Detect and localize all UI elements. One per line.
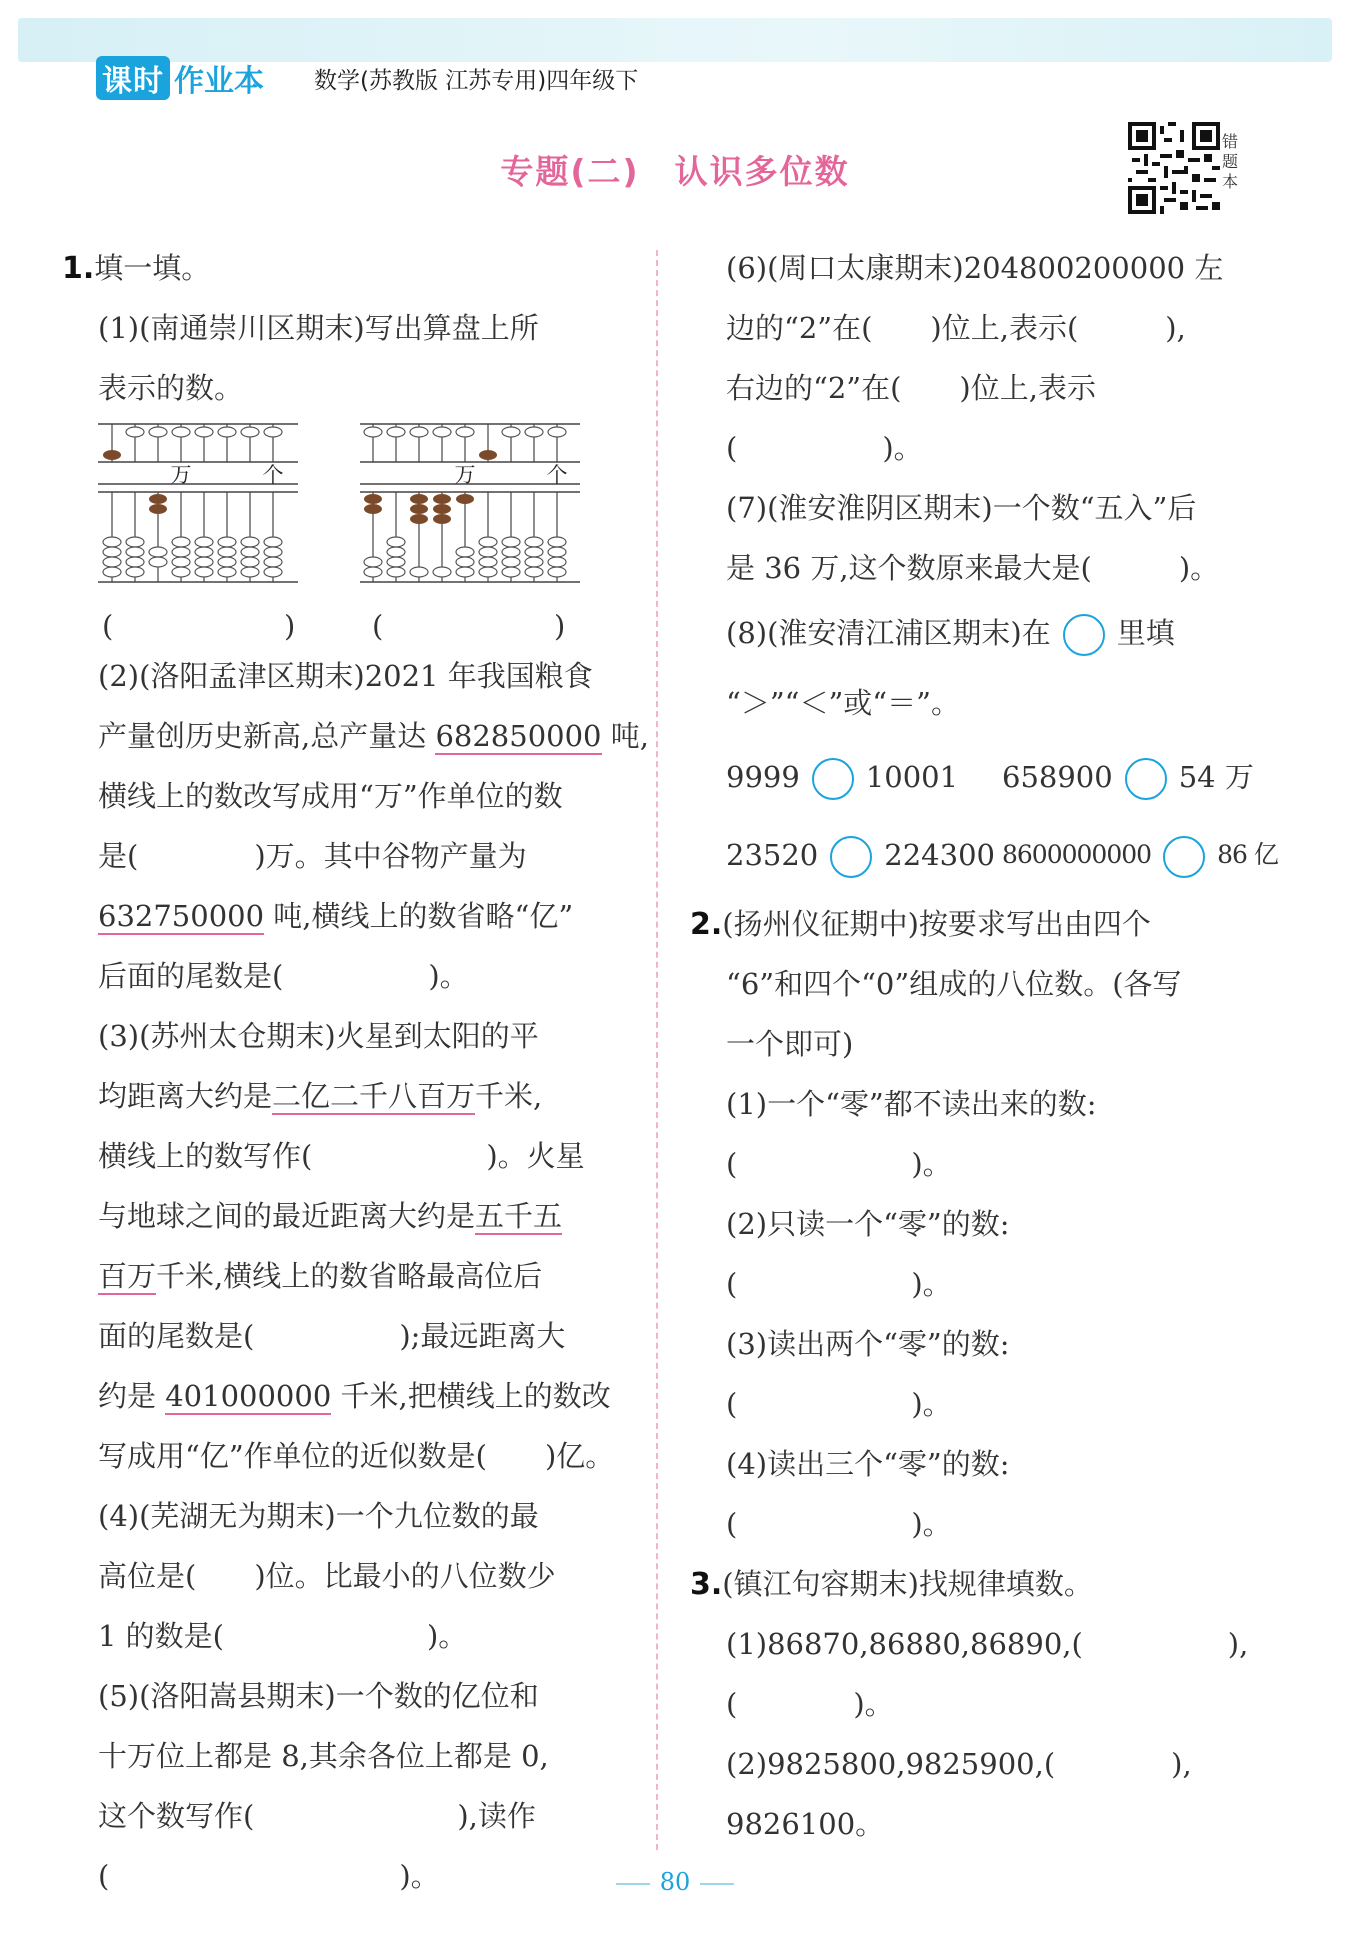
q1-p5-line3: 这个数写作( ),读作 (98, 1799, 536, 1833)
q1-p2-line1: (2)(洛阳孟津区期末)2021 年我国粮食 (98, 659, 593, 693)
abacus-1-lower-beads (103, 537, 282, 577)
q1-p5-line2: 十万位上都是 8,其余各位上都是 0, (98, 1739, 549, 1773)
left-column (62, 238, 649, 1906)
page-number-value: 80 (659, 1868, 691, 1896)
compare-4-left: 8600000000 (1002, 840, 1152, 869)
q1-p3-line5: 百万千米,横线上的数省略最高位后 (98, 1259, 543, 1293)
compare-3-circle[interactable] (830, 836, 872, 878)
q1-p6-line3: 右边的“2”在( )位上,表示 (726, 371, 1096, 405)
q1-p6-line2: 边的“2”在( )位上,表示( ), (726, 311, 1186, 345)
q1-p2-line2: 产量创历史新高,总产量达 682850000 吨, (98, 719, 649, 753)
q1-p6-line4: ( )。 (726, 431, 923, 465)
abacus-row (98, 418, 628, 606)
abacus-2-upper-beads (364, 427, 566, 437)
abacus-1 (98, 422, 298, 602)
compare-1-right: 10001 (865, 760, 959, 794)
underlined-number: 682850000 (435, 719, 602, 753)
q1-p4-line2: 高位是( )位。比最小的八位数少 (98, 1559, 556, 1593)
q1-p3-line6: 面的尾数是( );最远距离大 (98, 1319, 566, 1353)
q1-p7-line2: 是 36 万,这个数原来最大是( )。 (726, 551, 1220, 585)
q1-p3-line4: 与地球之间的最近距离大约是五千五 (98, 1199, 563, 1233)
underlined-number: 二亿二千八百万 (272, 1079, 476, 1113)
qr-label: 错题本 (1222, 132, 1239, 191)
compare-4-right: 86 亿 (1217, 840, 1278, 869)
q3-sub1-answer: ( )。 (726, 1687, 894, 1721)
abacus-2-answer-close: ) (554, 609, 566, 643)
q2-sub3: (3)读出两个“零”的数: (726, 1327, 1010, 1361)
brand-logo (96, 58, 264, 98)
q2-sub3-answer: ( )。 (726, 1387, 952, 1421)
q1-p3-line3: 横线上的数写作( )。火星 (98, 1139, 585, 1173)
q1-number: 1. (62, 251, 95, 286)
abacus-1-lower-beads-active (149, 494, 167, 514)
q1-p3-line8: 写成用“亿”作单位的近似数是( )亿。 (98, 1439, 615, 1473)
abacus-2-label-wan: 万 (454, 463, 476, 487)
abacus-answer-row (98, 606, 628, 646)
compare-circle-icon[interactable] (1063, 614, 1105, 656)
q1-p5-line4: ( )。 (98, 1859, 440, 1893)
underlined-number: 五千五 (475, 1199, 563, 1233)
page-number (0, 1868, 1350, 1896)
compare-1-circle[interactable] (812, 758, 854, 800)
q1-heading (62, 238, 628, 298)
q1-p2-line6: 后面的尾数是( )。 (98, 959, 469, 993)
abacus-2-lower-beads-active (364, 494, 474, 524)
page-title: 专题(二) 认识多位数 (500, 152, 850, 191)
q1-p4-line1: (4)(芜湖无为期末)一个九位数的最 (98, 1499, 539, 1533)
q3-line1: 3.(镇江句容期末)找规律填数。 (690, 1567, 1093, 1602)
compare-3-right: 224300 (884, 838, 995, 872)
q2-sub2-answer: ( )。 (726, 1267, 952, 1301)
underlined-number: 632750000 (98, 899, 265, 933)
q1-p2-line4: 是( )万。其中谷物产量为 (98, 839, 527, 873)
compare-4-circle[interactable] (1163, 836, 1205, 878)
q1-p6-line1: (6)(周口太康期末)204800200000 左 (726, 251, 1224, 285)
q2-sub1: (1)一个“零”都不读出来的数: (726, 1087, 1097, 1121)
compare-1-left: 9999 (726, 760, 800, 794)
abacus-1-answer-open: ( (102, 609, 114, 643)
q2-sub2: (2)只读一个“零”的数: (726, 1207, 1010, 1241)
q3-number: 3. (690, 1567, 723, 1602)
q1-p1-line1: (1)(南通崇川区期末)写出算盘上所 (98, 311, 539, 345)
abacus-1-heaven-bead-active (103, 450, 121, 460)
logo-part2: 作业本 (174, 64, 264, 99)
compare-2-circle[interactable] (1125, 758, 1167, 800)
qr-code-icon[interactable] (1128, 122, 1220, 214)
abacus-1-label-ge: 个 (262, 463, 284, 487)
q1-p3-line1: (3)(苏州太仓期末)火星到太阳的平 (98, 1019, 539, 1053)
compare-2-right: 54 万 (1178, 760, 1254, 794)
q1-p1-line2: 表示的数。 (98, 371, 244, 405)
abacus-2-answer-open: ( (372, 609, 384, 643)
q2-line1: 2.(扬州仪征期中)按要求写出由四个 (690, 907, 1151, 942)
compare-2-left: 658900 (1002, 760, 1113, 794)
q3-sub2-answer: 9826100。 (726, 1807, 885, 1841)
underlined-number: 百万 (98, 1259, 157, 1293)
abacus-2-heaven-bead-active (479, 450, 497, 460)
abacus-1-label-wan: 万 (170, 463, 192, 487)
compare-row-2 (726, 816, 1278, 894)
q3-sub2: (2)9825800,9825900,( ), (726, 1747, 1192, 1781)
abacus-2-label-ge: 个 (546, 463, 568, 487)
q1-p8-line1: (8)(淮安清江浦区期末)在 里填 (726, 598, 1256, 668)
book-subtitle: 数学(苏教版 江苏专用)四年级下 (314, 68, 639, 94)
q1-title: 填一填。 (94, 251, 211, 285)
q2-number: 2. (690, 907, 723, 942)
compare-3-left: 23520 (726, 838, 819, 872)
q1-p8-line2: “＞”“＜”或“＝”。 (726, 686, 960, 720)
q2-line3: 一个即可) (726, 1027, 854, 1061)
compare-row-1 (726, 738, 1256, 816)
q1-p4-line3: 1 的数是( )。 (98, 1619, 468, 1653)
q2-sub4: (4)读出三个“零”的数: (726, 1447, 1010, 1481)
abacus-2 (360, 422, 580, 602)
abacus-1-upper-beads (126, 427, 282, 437)
underlined-number: 401000000 (165, 1379, 332, 1413)
q3-sub1: (1)86870,86880,86890,( ), (726, 1627, 1249, 1661)
logo-part1: 课时 (96, 56, 170, 100)
q1-p5-line1: (5)(洛阳嵩县期末)一个数的亿位和 (98, 1679, 539, 1713)
q2-sub1-answer: ( )。 (726, 1147, 952, 1181)
abacus-1-answer-close: ) (284, 609, 296, 643)
q2-sub4-answer: ( )。 (726, 1507, 952, 1541)
right-column (690, 238, 1278, 1854)
q1-p3-line2: 均距离大约是二亿二千八百万千米, (98, 1079, 543, 1113)
q1-p2-line3: 横线上的数改写成用“万”作单位的数 (98, 779, 563, 813)
q2-line2: “6”和四个“0”组成的八位数。(各写 (726, 967, 1182, 1001)
column-divider (656, 250, 658, 1850)
q1-p3-line7: 约是 401000000 千米,把横线上的数改 (98, 1379, 611, 1413)
q1-p2-line5: 632750000 吨,横线上的数省略“亿” (98, 899, 574, 933)
q1-p7-line1: (7)(淮安淮阴区期末)一个数“五入”后 (726, 491, 1197, 525)
